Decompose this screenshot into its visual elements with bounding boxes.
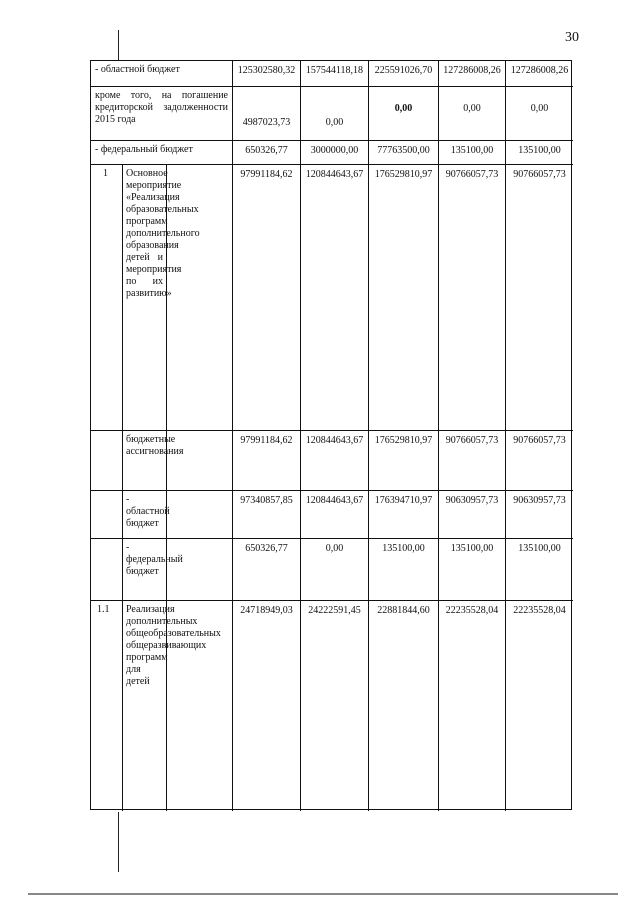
margin-line (118, 30, 119, 60)
table-row (91, 601, 573, 811)
value-cell: 157544118,18 (301, 61, 369, 86)
value-cell: 77763500,00 (369, 141, 439, 164)
row-label: бюджетные ассигнования (123, 431, 167, 490)
value-cell: 125302580,32 (233, 61, 301, 86)
budget-table (90, 60, 572, 810)
empty-cell (167, 431, 233, 490)
value-cell: 90630957,73 (513, 495, 566, 506)
value-cell: 176529810,97 (369, 165, 439, 430)
value-cell: 22235528,04 (513, 605, 566, 616)
table-row (91, 141, 573, 165)
value-cell: 4987023,73 (233, 87, 301, 140)
value-cell: 22881844,60 (369, 601, 439, 811)
value-cell: 0,00 (301, 87, 369, 140)
value-cell: 22235528,04 (439, 601, 506, 811)
value-cell: 225591026,70 (369, 61, 439, 86)
value-cell: 135100,00 (439, 141, 506, 164)
value-cell: 135100,00 (439, 539, 506, 600)
empty-cell (167, 491, 233, 538)
value-cell: 135100,00 (518, 543, 561, 554)
value-cell: 127286008,26 (510, 65, 569, 76)
row-label: Основное мероприятие «Реализация образовательных программ дополнительного образования детей и мероприятия по их развитию» (123, 165, 167, 430)
value-cell: 176394710,97 (369, 491, 439, 538)
empty-cell (167, 539, 233, 600)
value-cell: 0,00 (301, 539, 369, 600)
value-cell: 0,00 (369, 87, 439, 140)
page-number: 30 (565, 30, 579, 45)
value-cell: 135100,00 (369, 539, 439, 600)
item-number: 1 (91, 165, 123, 430)
value-cell: 90630957,73 (439, 491, 506, 538)
value-cell: 97340857,85 (233, 491, 301, 538)
value-cell: 120844643,67 (301, 491, 369, 538)
value-cell: 135100,00 (518, 145, 561, 156)
value-cell: 120844643,67 (301, 431, 369, 490)
value-cell: 650326,77 (233, 539, 301, 600)
value-cell: 90766057,73 (513, 435, 566, 446)
value-cell: 90766057,73 (439, 431, 506, 490)
table-row (91, 87, 573, 141)
table-row (91, 539, 573, 601)
value-cell: 120844643,67 (301, 165, 369, 430)
row-label: - областной бюджет (91, 61, 233, 86)
item-number: 1.1 (91, 601, 123, 811)
table-row (91, 491, 573, 539)
value-cell: 0,00 (439, 87, 506, 140)
table-row (91, 165, 573, 431)
row-label: - федеральный бюджет (91, 141, 233, 164)
value-cell: 127286008,26 (439, 61, 506, 86)
row-label: - федеральный бюджет (123, 539, 167, 600)
value-cell: 24718949,03 (233, 601, 301, 811)
empty-cell (167, 165, 233, 430)
empty-cell (91, 431, 123, 490)
value-cell: 3000000,00 (301, 141, 369, 164)
row-label: - областной бюджет (123, 491, 167, 538)
value-cell: 24222591,45 (301, 601, 369, 811)
empty-cell (167, 601, 233, 811)
value-cell: 97991184,62 (233, 165, 301, 430)
scan-line (28, 893, 618, 895)
value-cell: 176529810,97 (369, 431, 439, 490)
value-cell: 90766057,73 (513, 169, 566, 180)
table-row (91, 431, 573, 491)
margin-line (118, 812, 119, 872)
row-label: кроме того, на погашение кредиторской задолженности 2015 года (91, 87, 233, 140)
value-cell: 0,00 (530, 103, 549, 114)
empty-cell (91, 491, 123, 538)
row-label: Реализация дополнительных общеобразовательных общеразвивающих программ для детей (123, 601, 167, 811)
value-cell: 97991184,62 (233, 431, 301, 490)
value-cell: 90766057,73 (439, 165, 506, 430)
value-cell: 650326,77 (233, 141, 301, 164)
empty-cell (91, 539, 123, 600)
table-row (91, 61, 573, 87)
